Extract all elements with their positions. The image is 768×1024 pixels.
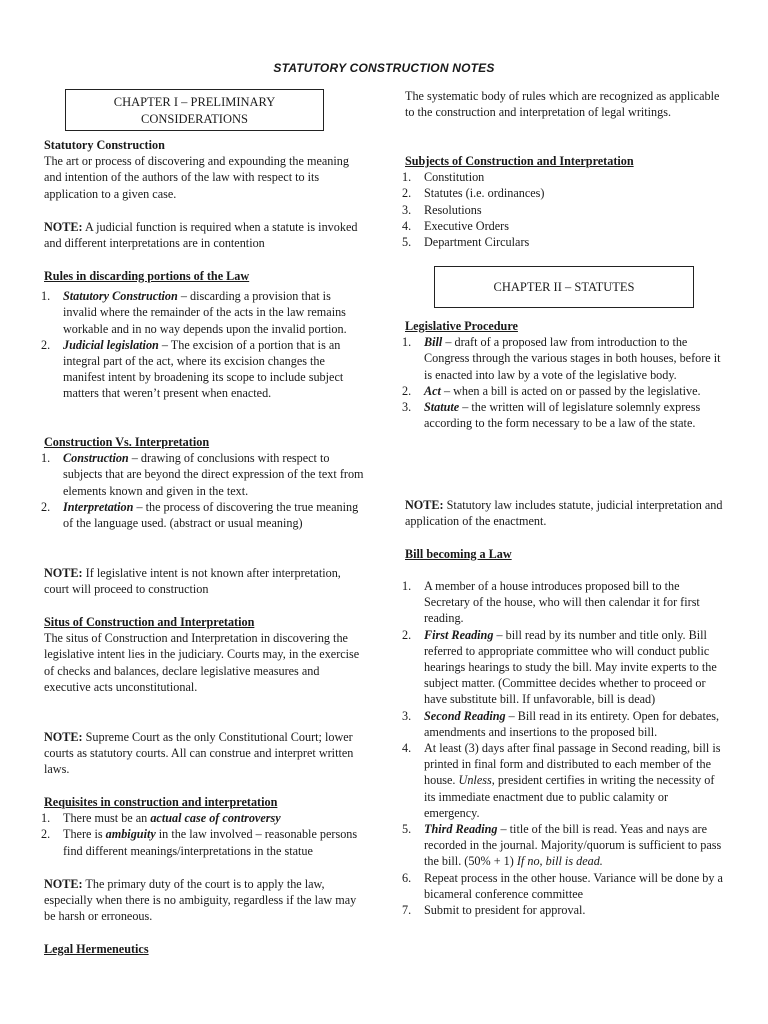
list-item: 1. Construction – drawing of conclusions with respect to subjects that are beyond the direct expression of the text from elements known and given in the text. bbox=[41, 451, 364, 498]
statutory-construction-section bbox=[44, 137, 366, 202]
requisites-section bbox=[41, 794, 366, 859]
note-text: If legislative intent is not known after interpretation, court will proceed to construction bbox=[44, 566, 341, 597]
note-judicial-function bbox=[44, 219, 366, 251]
list-item: 7. Submit to president for approval. bbox=[402, 903, 586, 918]
note-text: Statutory law includes statute, judicial interpretation and application of the enactment. bbox=[405, 498, 723, 529]
legal-hermeneutics-section bbox=[44, 941, 366, 957]
list-item: 1. Statutory Construction – discarding a provision that is invalid where the remainder of the acts in the law remains workable and in no way depends upon the invalid portion. bbox=[41, 289, 347, 336]
list-item: 4. Executive Orders bbox=[402, 218, 509, 233]
subjects-section bbox=[402, 153, 725, 250]
note-statutory-law bbox=[405, 497, 725, 529]
note-label: NOTE: bbox=[44, 220, 83, 234]
section-heading: Legal Hermeneutics bbox=[44, 942, 149, 956]
note-label: NOTE: bbox=[44, 877, 83, 891]
section-heading: Construction Vs. Interpretation bbox=[44, 435, 210, 449]
list-item: 2. Act – when a bill is acted on or passed by the legislative. bbox=[402, 383, 701, 398]
list-item: 3. Resolutions bbox=[402, 202, 482, 217]
section-heading: Bill becoming a Law bbox=[405, 547, 512, 561]
bill-becoming-law-list bbox=[402, 578, 725, 918]
list-item: 3. Statute – the written will of legislature solemnly express according to the form necessary to be a law of the state. bbox=[402, 400, 701, 431]
section-heading: Situs of Construction and Interpretation bbox=[44, 615, 255, 629]
list-item: 1. Bill – draft of a proposed law from introduction to the Congress through the various stages in both houses, before it is enacted into law by a vote of the legislative body. bbox=[402, 335, 721, 382]
list-item: 4. At least (3) days after final passage in Second reading, bill is printed in final form and distributed to each member of the house. Unless, president certifies in writing the necessity of its immediate enactment due to public calamity or emergency. bbox=[402, 741, 721, 820]
note-label: NOTE: bbox=[44, 730, 83, 744]
section-heading: Rules in discarding portions of the Law bbox=[44, 269, 250, 283]
hermeneutics-definition: The systematic body of rules which are recognized as applicable to the construction and interpretation of legal writings. bbox=[405, 89, 720, 120]
section-heading: Legislative Procedure bbox=[405, 319, 518, 333]
situs-text: The situs of Construction and Interpretation in discovering the legislative intent lies in the judiciary. Courts may, in the exercise of checks and balances, declare legislative measures and executive acts unconstitutional. bbox=[44, 631, 360, 694]
chapter-1-title-line1: CHAPTER I – PRELIMINARY bbox=[113, 95, 276, 109]
list-item: 1. Constitution bbox=[402, 170, 485, 185]
note-legislative-intent bbox=[44, 565, 366, 597]
list-item: 2. Statutes (i.e. ordinances) bbox=[402, 186, 545, 201]
page-title: STATUTORY CONSTRUCTION NOTES bbox=[273, 61, 495, 75]
list-item: 5. Department Circulars bbox=[402, 235, 530, 250]
note-label: NOTE: bbox=[44, 566, 83, 580]
section-heading: Statutory Construction bbox=[44, 138, 165, 152]
note-text: A judicial function is required when a statute is invoked and different interpretations are in contention bbox=[44, 220, 358, 251]
list-item: 1. A member of a house introduces proposed bill to the Secretary of the house, who will then calendar it for first reading. bbox=[402, 579, 700, 626]
chapter-2-box bbox=[434, 266, 694, 308]
situs-section bbox=[44, 614, 366, 695]
legislative-procedure-section bbox=[402, 318, 725, 431]
bill-becoming-law-heading bbox=[405, 546, 725, 562]
chapter-1-title-line2: CONSIDERATIONS bbox=[141, 112, 248, 126]
list-item: 2. There is ambiguity in the law involved – reasonable persons find different meanings/interpretations in the statue bbox=[41, 827, 358, 858]
rules-discarding-section bbox=[41, 268, 366, 402]
list-item: 1. There must be an actual case of controversy bbox=[41, 811, 281, 826]
note-supreme-court bbox=[44, 729, 366, 778]
list-item: 6. Repeat process in the other house. Variance will be done by a bicameral conference committee bbox=[402, 870, 723, 901]
list-item: 2. First Reading – bill read by its number and title only. Bill referred to appropriate committee who will conduct public hearings hearings to study the bill. May invite experts to the subject matter. (Committee decides whether to proceed or have substitute bill. If unfavorable, bill is dead) bbox=[402, 627, 717, 707]
definition-text: The art or process of discovering and expounding the meaning and intention of the authors of the law with respect to its application to a given case. bbox=[44, 154, 349, 201]
construction-vs-interpretation-section bbox=[41, 434, 366, 531]
list-item: 3. Second Reading – Bill read in its entirety. Open for debates, amendments and insertions to the proposed bill. bbox=[402, 708, 720, 739]
note-label: NOTE: bbox=[405, 498, 444, 512]
list-item: 5. Third Reading – title of the bill is read. Yeas and nays are recorded in the journal. Majority/quorum is sufficient to pass the bill. (50% + 1) If no, bill is dead. bbox=[402, 822, 722, 869]
list-item: 2. Judicial legislation – The excision of a portion that is an integral part of the act, where its excision changes the manifest intent by broadening its scope to include subject matters that weren’t present when enacted. bbox=[41, 337, 344, 401]
list-item: 2. Interpretation – the process of discovering the true meaning of the language used. (abstract or usual meaning) bbox=[41, 499, 359, 531]
note-text: Supreme Court as the only Constitutional Court; lower courts as statutory courts. All can construe and interpret written laws. bbox=[44, 730, 354, 777]
section-heading: Subjects of Construction and Interpretation bbox=[405, 154, 634, 168]
section-heading: Requisites in construction and interpretation bbox=[44, 795, 278, 809]
note-text: The primary duty of the court is to apply the law, especially when there is no ambiguity, regardless if the law may be harsh or erroneous. bbox=[44, 877, 357, 924]
chapter-1-box bbox=[65, 89, 324, 131]
note-primary-duty bbox=[44, 876, 366, 925]
chapter-2-title: CHAPTER II – STATUTES bbox=[493, 280, 635, 294]
